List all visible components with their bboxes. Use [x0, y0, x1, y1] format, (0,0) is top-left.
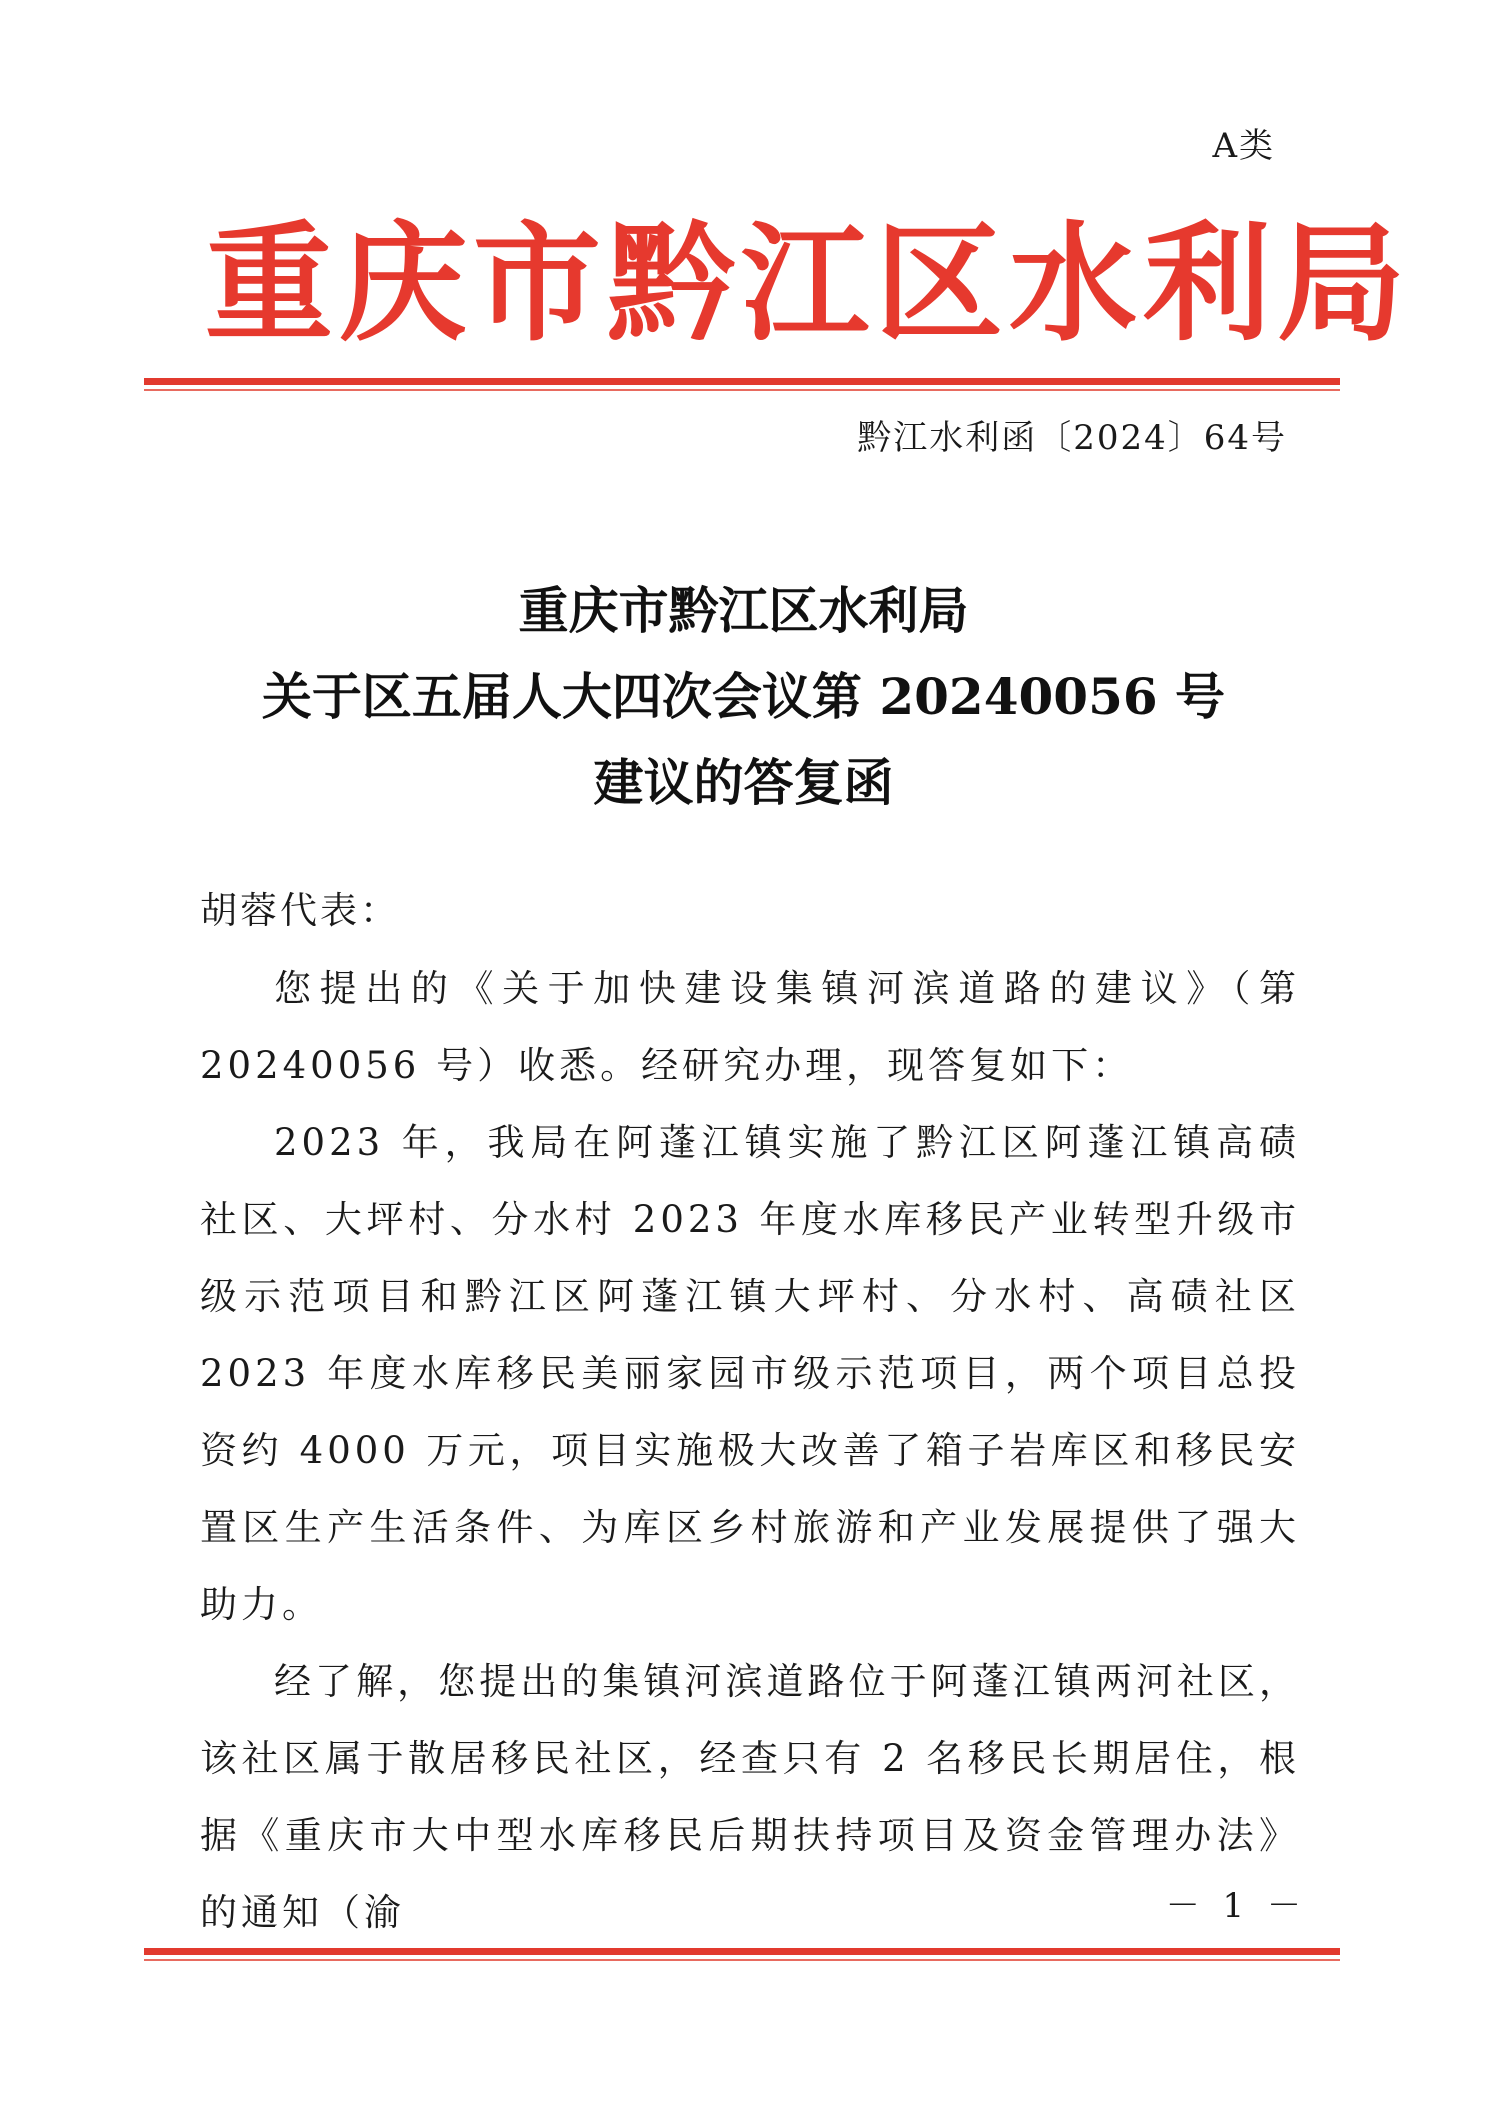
document-category: A类 [1212, 126, 1275, 166]
document-number: 黔江水利函〔2024〕64号 [857, 418, 1287, 458]
footer-red-rule-thin [144, 1959, 1340, 1961]
body-paragraph-3: 经了解，您提出的集镇河滨道路位于阿蓬江镇两河社区，该社区属于散居移民社区，经查只有 2 名移民长期居住，根据《重庆市大中型水库移民后期扶持项目及资金管理办法》的通知（渝 [200, 1660, 1300, 1934]
title-line-2: 关于区五届人大四次会议第 20240056 号 [261, 667, 1226, 726]
body-paragraph-1: 您提出的《关于加快建设集镇河滨道路的建议》（第 20240056 号）收悉。经研究办理，现答复如下： [200, 967, 1300, 1087]
title-line-1: 重庆市黔江区水利局 [518, 581, 969, 640]
document-body [200, 950, 1300, 1951]
footer-red-rule [144, 1948, 1340, 1955]
body-paragraph-2: 2023 年，我局在阿蓬江镇实施了黔江区阿蓬江镇高碛社区、大坪村、分水村 2023 年度水库移民产业转型升级市级示范项目和黔江区阿蓬江镇大坪村、分水村、高碛社区 2023 年度水库移民美丽家园市级示范项目，两个项目总投资约 4000 万元，项目实施极大改善了箱子岩库区和移民安置区生产生活条件、为库区乡村旅游和产业发展提供了强大助力。 [200, 1121, 1301, 1626]
document-title [0, 568, 1487, 826]
header-red-rule-thin [144, 389, 1340, 391]
issuing-authority-masthead: 重庆市黔江区水利局 [205, 210, 1412, 359]
header-red-rule [144, 378, 1340, 385]
title-line-3: 建议的答复函 [593, 753, 894, 812]
salutation: 胡蓉代表： [200, 889, 400, 932]
page-number: － 1 － [1165, 1886, 1307, 1926]
